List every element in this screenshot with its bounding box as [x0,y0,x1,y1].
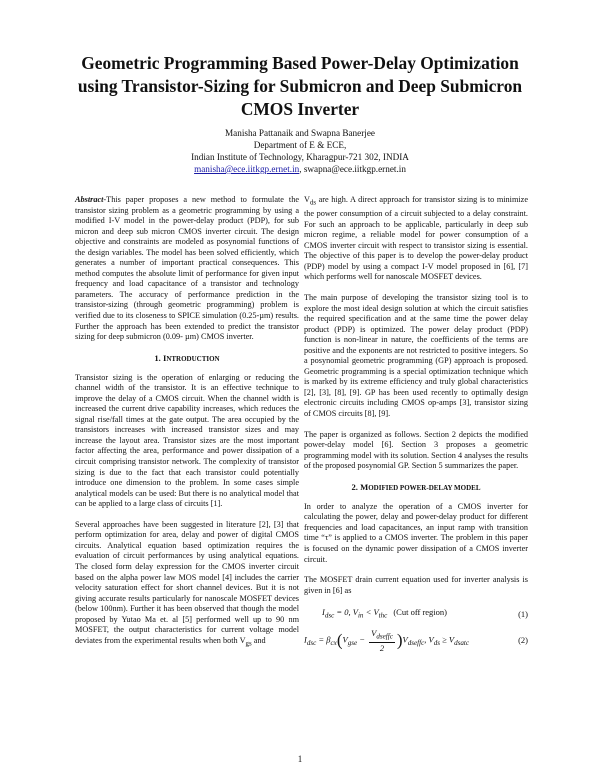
right-paragraph-0-text: are high. A direct approach for transistor sizing is to minimize the power consumption of a circuit subjected to a delay constraint. For such an approach to be applicable, particularly in deep sub micron regime, a reliable model for power consumption of a CMOS inverter circuit with respect to transistor sizing is essential. The objective of this paper is to develop the power-delay product (PDP) model by using a compact I-V model proposed in [6], [7] which performs well for nanoscale MOSFET devices. [304,195,528,282]
email-link-1[interactable]: manisha@ece.iitkgp.ernet.in [194,164,300,174]
eq2-minus: − [357,634,368,645]
right-paragraph-2: The paper is organized as follows. Section 2 depicts the modified power-delay model [6]. Section 3 proposes a geometric programming model with its solution. Section 4 analyses the results of the proposed posynomial GP. Section 5 summarizes the paper. [304,429,528,471]
page-number: 1 [297,754,303,764]
section-2-first-letter: M [360,481,369,492]
section-1-heading [75,353,299,365]
eq2-vgse: V [342,634,348,645]
eq2-fraction-bottom: 2 [379,642,385,653]
eq2-beta-sub: cx [330,638,337,647]
email-separator: , [299,164,304,174]
eq1-lt: < V [363,607,379,618]
eq2-lhs: I [304,634,307,645]
section-1-number: 1. [154,352,163,363]
author-names: Manisha Pattanaik and Swapna Banerjee [224,128,375,138]
right-paragraph-0 [304,195,528,283]
eq2-vgse-sub: gse [347,638,358,647]
right-column [304,195,528,659]
eq1-mid-sub: in [357,611,364,620]
intro-paragraph-2-tail: and [251,635,266,645]
section-1-title-rest: NTRODUCTION [166,354,220,363]
paper-title: Geometric Programming Based Power-Delay Optimization using Transistor-Sizing for Submicron and Deep Submicron CMOS Inverter [77,53,523,119]
left-column [75,195,299,660]
eq1-lhs-sub: dsc [324,611,335,620]
section-1-first-letter: I [162,352,167,363]
section-2-paragraph-1: In order to analyze the operation of a CMOS inverter for calculating the power, delay and power-delay product for different frequencies and load capacitances, an input ramp with transition time “τ” is applied to a CMOS inverter. The problem in this paper is focused on the dynamic power dissipation of a CMOS inverter circuit. [304,501,528,564]
eq2-frac-top-var: V [371,627,377,638]
abstract-label: Abstract [75,195,104,204]
right-paragraph-0-subscript: ds [309,199,317,207]
equation-1-body [304,606,447,622]
eq1-lhs: I [322,607,325,618]
eq1-mid: = 0, V [334,607,358,618]
eq1-lt-sub: thc [378,611,388,620]
equation-2 [304,628,528,653]
equation-1-number: (1) [518,608,528,619]
author-department: Department of E & ECE, [253,140,347,150]
intro-paragraph-2 [75,520,299,650]
eq2-close-paren: ) [396,630,403,650]
eq2-lhs-sub: dsc [306,638,317,647]
intro-paragraph-2-subscript: gs [245,640,252,648]
author-emails [100,163,500,175]
intro-paragraph-1: Transistor sizing is the operation of enlarging or reducing the channel width of the transistor. It is an effective technique to improve the delay of a CMOS circuit. When the channel width is increased the current drive capability increases, which reduces the signal rise/fall times at the gate output. The area occupied by the transistors increases with increased transistor sizes and may increase the layout area. Transistor sizes are the most important factor affecting the area, performance and power dissipation of a circuit comprising transistor network. The complexity of transistor sizing is due to the fact that each transistor could potentially introduce one dimension to the problem. In some cases simple analytical models can be used: But there is no analytical model that can be applied to a large class of circuits [1]. [75,372,299,509]
section-2-heading [304,482,528,494]
equation-1 [304,606,528,622]
eq2-fraction [369,628,395,653]
eq1-note: (Cut off region) [393,607,447,618]
section-2-paragraph-2: The MOSFET drain current equation used for inverter analysis is given in [6] as [304,575,528,595]
eq2-v2: V [402,634,408,645]
eq2-ge-sub: dsatc [454,638,470,647]
abstract-text: -This paper proposes a new method to formulate the transistor sizing problem as a geometric programming by using a modified I-V model in the power-delay product (PDP), for sub micron and deep sub micron CMOS inverter circuit. The design objective and constraints are modeled as posynomial functions of the design variables. The model has been solved efficiently, which generates a number of important practical consequences. This method computes the absolute limit of performance for given input frequency and load capacitance of a transistor and technology parameters. The accuracy of performance prediction in the transistor-sizing (through geometric programming) problem is verified due to its closeness to SPICE simulation (0.25-µm) results. Further the approach has been extended to predict the transistor sizing for deep submicron (0.09- µm) CMOS inverter. [75,195,299,342]
eq2-ge: ≥ V [439,634,455,645]
eq2-frac-top-sub: dseffc [376,632,393,641]
eq2-beta: = β [316,634,331,645]
section-2-title-rest: ODIFIED POWER-DELAY MODEL [368,483,481,492]
eq2-cond-sub: ds [433,638,440,647]
equation-2-body [304,628,469,653]
author-block [100,127,500,175]
right-paragraph-0-var: V [304,195,310,204]
intro-paragraph-2-text: Several approaches have been suggested in literature [2], [3] that perform optimization for area, delay and power of digital CMOS circuits. Analytical equation based optimization requires the evaluation of circuit performances by using analytical equations. The closed form delay expression for the CMOS inverter circuit based on the alpha power law MOS model [4] includes the carrier velocity saturation effect for short channel devices. But it is not giving accurate results particularly for nanoscale MOSFET devices (below 100nm). Further it has been observed that though the model proposed by Yutao Ma et. al [5] performed well up to 90 nm MOSFET, the output characteristics for current voltage model deviates from the experimental results when both V [75,519,299,645]
section-2-number: 2. [351,481,361,492]
right-paragraph-1: The main purpose of developing the transistor sizing tool is to explore the most ideal design solution at which the circuit satisfies the required specification and at the same time the power delay product (PDP) is optimized. The power delay product (PDP) function is non-linear in nature, the coefficients of the terms are positive and the exponents are not restricted to positive integers. So a posynomial geometric programming (GP) approach is proposed. Geometric programming is a special optimization technique which is marked by its extreme efficiency and truly global characteristics [2], [3], [8], [9]. GP has been used recently to optimally design electronic circuits including CMOS op-amps [3], transistor sizing of CMOS circuits [8], [9]. [304,293,528,419]
author-institute: Indian Institute of Technology, Kharagpur-721 302, INDIA [191,152,409,162]
email-text-2: swapna@ece.iitkgp.ernet.in [303,164,406,174]
eq2-v2-sub: dseffc [407,638,425,647]
equation-2-number: (2) [518,635,528,646]
eq2-open-paren: ( [336,630,343,650]
eq2-fraction-top [369,628,395,643]
eq2-cond: , V [424,634,434,645]
abstract-paragraph [75,195,299,343]
